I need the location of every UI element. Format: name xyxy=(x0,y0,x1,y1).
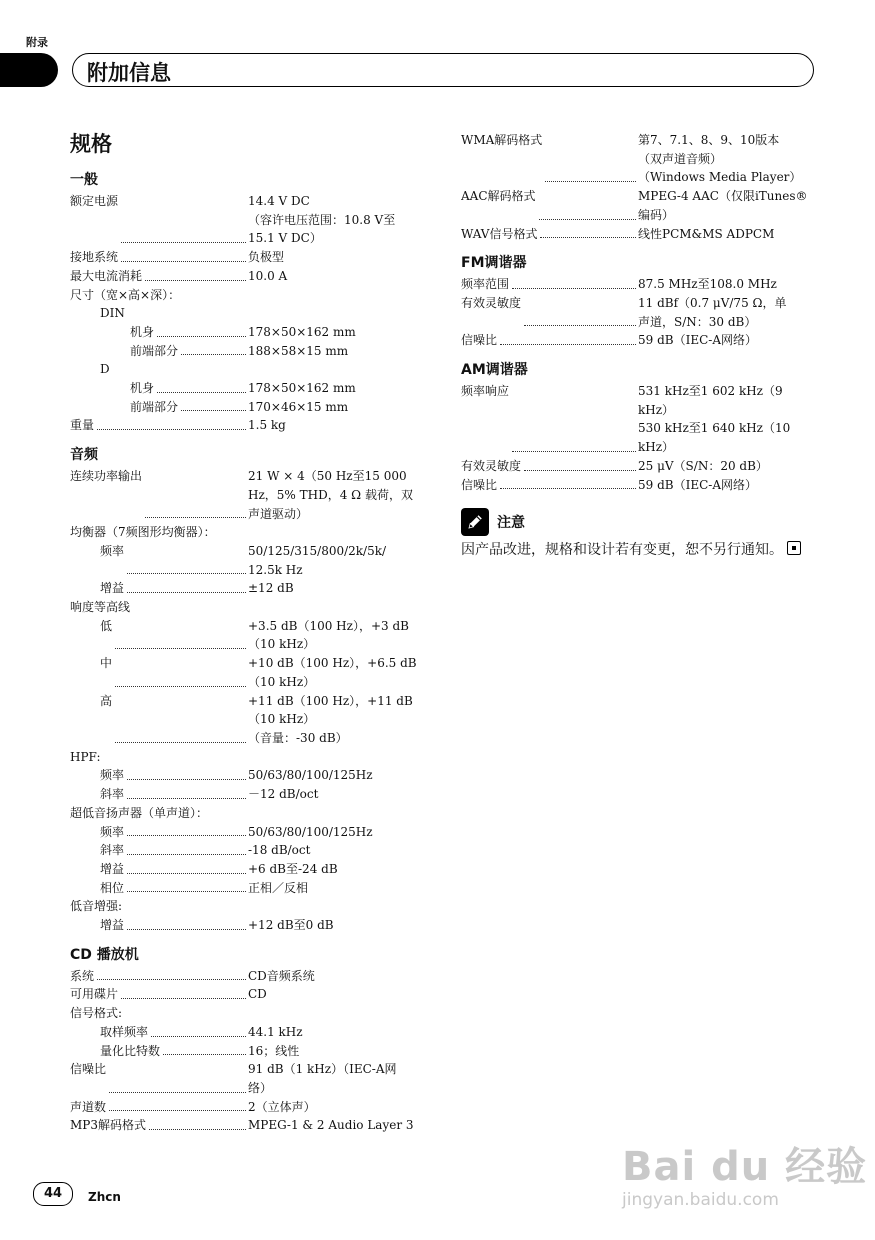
spec-value-line: CD xyxy=(248,987,267,1002)
spec-label-wrap xyxy=(70,192,248,248)
spec-value-line: （双声道音频） xyxy=(638,151,723,166)
spec-group-label: DIN xyxy=(100,306,125,321)
spec-value-line: 44.1 kHz xyxy=(248,1024,303,1039)
spec-value-line: 170×46×15 mm xyxy=(248,399,349,414)
spec-label-wrap xyxy=(70,467,248,523)
spec-value-line: 正相／反相 xyxy=(248,880,309,895)
page-number: 44 xyxy=(33,1182,73,1206)
spec-value xyxy=(248,841,430,860)
leader-dots xyxy=(545,131,636,182)
spec-value xyxy=(248,248,430,267)
spec-value-line: MPEG-4 AAC（仅限iTunes® xyxy=(638,189,808,204)
spec-label: 低 xyxy=(100,618,113,633)
spec-label: 重量 xyxy=(70,418,95,433)
spec-group-label: 响度等高线 xyxy=(70,600,131,615)
spec-row xyxy=(461,457,813,476)
spec-label-wrap xyxy=(70,267,248,286)
leader-dots xyxy=(127,579,246,593)
spec-value xyxy=(638,275,813,294)
spec-value xyxy=(248,654,430,691)
spec-label-wrap xyxy=(70,1060,248,1097)
spec-value-line: 1.5 kg xyxy=(248,418,286,433)
spec-value xyxy=(248,416,430,435)
spec-label: MP3解码格式 xyxy=(70,1118,146,1133)
pencil-icon xyxy=(461,508,489,536)
note-title: 注意 xyxy=(497,515,525,532)
spec-label-wrap xyxy=(100,860,248,879)
spec-value xyxy=(248,379,430,398)
spec-row xyxy=(461,225,813,244)
spec-row xyxy=(70,916,430,935)
leader-dots xyxy=(115,692,246,743)
title-bar xyxy=(72,53,814,87)
leader-dots xyxy=(127,785,246,799)
spec-label: 频率 xyxy=(100,824,125,839)
spec-value xyxy=(248,860,430,879)
spec-label-wrap xyxy=(461,457,638,476)
spec-label-wrap xyxy=(70,248,248,267)
spec-value xyxy=(248,467,430,523)
spec-value-line: 50/125/315/800/2k/5k/ xyxy=(248,543,387,558)
leader-dots xyxy=(163,1042,246,1056)
spec-group-label: 尺寸（宽×高×深）： xyxy=(70,287,181,302)
left-sections xyxy=(70,170,430,1135)
right-column xyxy=(461,131,813,561)
spec-label: 斜率 xyxy=(100,787,125,802)
spec-value-line: 声道驱动） xyxy=(248,506,309,521)
spec-label: 最大电流消耗 xyxy=(70,268,143,283)
spec-group-label: 均衡器（7频图形均衡器）： xyxy=(70,525,216,540)
spec-value xyxy=(248,766,430,785)
spec-label-wrap xyxy=(461,294,638,331)
spec-value xyxy=(248,1042,430,1061)
leader-dots xyxy=(109,1060,246,1092)
spec-value xyxy=(248,192,430,248)
spec-label: 增益 xyxy=(100,861,125,876)
spec-value-line: （容许电压范围：10.8 V至 xyxy=(248,212,396,227)
spec-label: 取样频率 xyxy=(100,1024,149,1039)
spec-label: 连续功率输出 xyxy=(70,469,143,484)
spec-label-wrap xyxy=(130,398,248,417)
spec-value xyxy=(638,457,813,476)
leader-dots xyxy=(121,248,246,262)
spec-row xyxy=(70,785,430,804)
leader-dots xyxy=(121,985,246,999)
spec-group-label: 低音增强: xyxy=(70,899,123,914)
spec-label-wrap xyxy=(100,823,248,842)
spec-value-line: +3.5 dB（100 Hz），+3 dB xyxy=(248,618,409,633)
spec-label-wrap xyxy=(100,916,248,935)
spec-label: 频率 xyxy=(100,768,125,783)
spec-value xyxy=(248,823,430,842)
spec-label: 有效灵敏度 xyxy=(461,295,522,310)
spec-label-wrap xyxy=(461,225,638,244)
spec-value-line: Hz，5% THD，4 Ω 载荷，双 xyxy=(248,487,413,502)
spec-label-wrap xyxy=(100,1023,248,1042)
spec-label: 量化比特数 xyxy=(100,1043,161,1058)
spec-row xyxy=(70,766,430,785)
spec-row xyxy=(461,476,813,495)
spec-value-line: （音量：-30 dB） xyxy=(248,730,348,745)
spec-value xyxy=(248,785,430,804)
leader-dots xyxy=(149,1116,246,1130)
leader-dots xyxy=(151,1023,246,1037)
spec-label-wrap xyxy=(70,1116,248,1135)
spec-value-line: 178×50×162 mm xyxy=(248,324,356,339)
spec-label-wrap xyxy=(100,654,248,691)
spec-value-line: 87.5 MHz至108.0 MHz xyxy=(638,277,777,292)
spec-value-line: 530 kHz至1 640 kHz（10 xyxy=(638,421,791,436)
spec-label-wrap xyxy=(461,331,638,350)
spec-value xyxy=(248,542,430,579)
spec-label: 相位 xyxy=(100,880,125,895)
spec-label: 频率响应 xyxy=(461,384,510,399)
spec-row xyxy=(70,1098,430,1117)
leader-dots xyxy=(127,916,246,930)
leader-dots xyxy=(97,967,246,981)
leader-dots xyxy=(181,398,246,412)
leader-dots xyxy=(157,379,246,393)
spec-row xyxy=(70,841,430,860)
leader-dots xyxy=(512,275,636,289)
spec-label-wrap xyxy=(100,841,248,860)
spec-value-line: 16；线性 xyxy=(248,1043,300,1058)
right-sections xyxy=(461,131,813,494)
spec-value-line: +11 dB（100 Hz），+11 dB xyxy=(248,693,413,708)
spec-row xyxy=(70,1060,430,1097)
watermark-brand: Bai du 经验 xyxy=(622,1144,868,1190)
spec-row xyxy=(70,192,430,248)
leader-dots xyxy=(500,476,636,490)
spec-value xyxy=(638,331,813,350)
spec-value xyxy=(248,267,430,286)
spec-value-line: kHz） xyxy=(638,440,675,455)
spec-value-line: 12.5k Hz xyxy=(248,562,303,577)
spec-value xyxy=(638,187,813,224)
leader-dots xyxy=(512,382,636,452)
spec-label-wrap xyxy=(100,579,248,598)
note-header xyxy=(461,508,813,536)
spec-value xyxy=(248,1023,430,1042)
spec-value-line: －12 dB/oct xyxy=(248,787,319,802)
spec-label-wrap xyxy=(461,275,638,294)
spec-row xyxy=(461,382,813,457)
spec-label-wrap xyxy=(70,1098,248,1117)
spec-label: 机身 xyxy=(130,324,155,339)
end-mark-icon xyxy=(787,541,801,555)
spec-row xyxy=(70,542,430,579)
leader-dots xyxy=(145,467,246,518)
spec-row xyxy=(70,1116,430,1135)
spec-label: 可用碟片 xyxy=(70,987,119,1002)
spec-value-line: 15.1 V DC） xyxy=(248,231,322,246)
spec-value-line: 第7、7.1、8、9、10版本 xyxy=(638,133,780,147)
spec-value xyxy=(248,342,430,361)
spec-label: 系统 xyxy=(70,968,95,983)
page-title: 附加信息 xyxy=(87,61,171,85)
spec-row xyxy=(70,248,430,267)
spec-value xyxy=(248,916,430,935)
spec-label: 高 xyxy=(100,693,113,708)
leader-dots xyxy=(97,416,246,430)
spec-value xyxy=(248,1060,430,1097)
spec-value-line: （10 kHz） xyxy=(248,674,316,689)
spec-group-label: HPF: xyxy=(70,749,101,764)
section-heading: AM调谐器 xyxy=(461,362,528,379)
spec-label-wrap xyxy=(100,692,248,748)
spec-value xyxy=(248,967,430,986)
spec-value-line: +6 dB至-24 dB xyxy=(248,861,338,876)
spec-row xyxy=(70,654,430,691)
spec-label-wrap xyxy=(461,382,638,457)
language-code: Zhcn xyxy=(88,1190,121,1204)
spec-value-line: CD音频系统 xyxy=(248,968,315,983)
leader-dots xyxy=(540,225,636,239)
spec-value-line: 2（立体声） xyxy=(248,1099,316,1114)
spec-label: AAC解码格式 xyxy=(461,189,536,204)
spec-value-line: （10 kHz） xyxy=(248,637,316,652)
spec-value-line: +12 dB至0 dB xyxy=(248,918,334,933)
spec-row xyxy=(70,617,430,654)
spec-value-line: 25 μV（S/N：20 dB） xyxy=(638,458,768,473)
spec-label-wrap xyxy=(100,542,248,579)
spec-row xyxy=(70,860,430,879)
section-label: 附录 xyxy=(26,36,48,49)
spec-row xyxy=(70,267,430,286)
spec-value xyxy=(248,1098,430,1117)
left-column xyxy=(70,130,430,1135)
spec-value-line: 10.0 A xyxy=(248,268,288,283)
leader-dots xyxy=(115,654,246,686)
spec-row xyxy=(461,275,813,294)
leader-dots xyxy=(115,617,246,649)
spec-label: 频率 xyxy=(100,543,125,558)
spec-value-line: 50/63/80/100/125Hz xyxy=(248,824,373,839)
spec-value xyxy=(248,579,430,598)
spec-label-wrap xyxy=(100,1042,248,1061)
leader-dots xyxy=(181,342,246,356)
spec-row xyxy=(461,331,813,350)
spec-row xyxy=(70,1023,430,1042)
spec-label: 增益 xyxy=(100,918,125,933)
spec-label: 前端部分 xyxy=(130,343,179,358)
spec-label-wrap xyxy=(100,879,248,898)
spec-label-wrap xyxy=(100,766,248,785)
spec-value xyxy=(248,692,430,748)
spec-row xyxy=(70,579,430,598)
spec-label-wrap xyxy=(461,476,638,495)
spec-label: 接地系统 xyxy=(70,250,119,265)
leader-dots xyxy=(127,841,246,855)
leader-dots xyxy=(127,766,246,780)
spec-label-wrap xyxy=(70,416,248,435)
leader-dots xyxy=(127,860,246,874)
spec-label: 声道数 xyxy=(70,1099,107,1114)
spec-value-line: 负极型 xyxy=(248,250,285,265)
spec-value xyxy=(638,131,813,187)
spec-value-line: ±12 dB xyxy=(248,581,294,596)
spec-value-line: 50/63/80/100/125Hz xyxy=(248,768,373,783)
spec-label: 额定电源 xyxy=(70,194,119,208)
spec-label: 信噪比 xyxy=(70,1062,107,1077)
spec-label-wrap xyxy=(70,967,248,986)
spec-row xyxy=(70,323,430,342)
section-heading: 一般 xyxy=(70,172,98,188)
spec-value-line: 11 dBf（0.7 μV/75 Ω，单 xyxy=(638,295,787,310)
spec-value-line: kHz） xyxy=(638,402,675,417)
section-heading: 音频 xyxy=(70,447,98,464)
spec-value xyxy=(248,985,430,1004)
spec-value-line: 59 dB（IEC-A网络） xyxy=(638,477,757,492)
spec-value-line: +10 dB（100 Hz），+6.5 dB xyxy=(248,656,417,671)
spec-heading: 规格 xyxy=(70,132,112,156)
leader-dots xyxy=(524,457,636,471)
spec-value-line: 声道，S/N：30 dB） xyxy=(638,314,757,329)
spec-row xyxy=(70,379,430,398)
spec-value-line: 531 kHz至1 602 kHz（9 xyxy=(638,384,783,399)
spec-row xyxy=(70,967,430,986)
leader-dots xyxy=(121,192,246,243)
spec-label: 增益 xyxy=(100,581,125,596)
spec-label: WAV信号格式 xyxy=(461,226,538,241)
spec-label: WMA解码格式 xyxy=(461,133,543,147)
spec-label-wrap xyxy=(130,323,248,342)
leader-dots xyxy=(524,294,636,326)
spec-group-label: D xyxy=(100,362,110,377)
spec-label-wrap xyxy=(130,342,248,361)
spec-value-line: 编码） xyxy=(638,207,675,222)
spec-value-line: 络） xyxy=(248,1080,273,1095)
spec-value-line: 91 dB（1 kHz）（IEC-A网 xyxy=(248,1062,397,1077)
watermark xyxy=(622,1135,867,1210)
spec-value-line: 59 dB（IEC-A网络） xyxy=(638,333,757,348)
spec-row xyxy=(70,823,430,842)
spec-value-line: -18 dB/oct xyxy=(248,843,311,858)
leader-dots xyxy=(127,823,246,837)
spec-label-wrap xyxy=(130,379,248,398)
section-tab xyxy=(0,53,58,87)
spec-group-label: 超低音扬声器（单声道）： xyxy=(70,805,209,820)
spec-value-line: （Windows Media Player） xyxy=(638,170,802,185)
spec-value-line: 线性PCM&MS ADPCM xyxy=(638,226,775,241)
spec-row xyxy=(70,879,430,898)
leader-dots xyxy=(157,323,246,337)
leader-dots xyxy=(500,331,636,345)
spec-value-line: 21 W × 4（50 Hz至15 000 xyxy=(248,469,407,484)
spec-label: 机身 xyxy=(130,381,155,396)
spec-value-line: 14.4 V DC xyxy=(248,194,310,208)
section-heading: CD 播放机 xyxy=(70,946,139,963)
spec-value xyxy=(638,294,813,331)
spec-row xyxy=(70,1042,430,1061)
spec-value-line: 188×58×15 mm xyxy=(248,343,349,358)
spec-row xyxy=(70,342,430,361)
watermark-url: jingyan.baidu.com xyxy=(622,1190,779,1210)
spec-value xyxy=(248,398,430,417)
note-text xyxy=(461,540,811,561)
spec-label-wrap xyxy=(100,785,248,804)
leader-dots xyxy=(539,187,636,219)
spec-row xyxy=(461,187,813,224)
spec-value-line: MPEG-1 & 2 Audio Layer 3 xyxy=(248,1118,414,1133)
spec-value xyxy=(248,879,430,898)
spec-row xyxy=(461,131,813,187)
spec-label-wrap xyxy=(461,187,638,224)
leader-dots xyxy=(109,1098,246,1112)
spec-label: 有效灵敏度 xyxy=(461,458,522,473)
spec-label: 信噪比 xyxy=(461,333,498,348)
section-heading: FM调谐器 xyxy=(461,255,527,272)
leader-dots xyxy=(145,267,246,281)
spec-row xyxy=(70,467,430,523)
spec-row xyxy=(70,398,430,417)
spec-label-wrap xyxy=(100,617,248,654)
spec-label: 斜率 xyxy=(100,843,125,858)
spec-value xyxy=(638,476,813,495)
spec-value xyxy=(638,225,813,244)
spec-value-line: （10 kHz） xyxy=(248,712,316,727)
spec-label: 信噪比 xyxy=(461,477,498,492)
spec-label: 前端部分 xyxy=(130,399,179,414)
leader-dots xyxy=(127,879,246,893)
spec-label-wrap xyxy=(70,985,248,1004)
spec-label-wrap xyxy=(461,131,638,187)
spec-group-label: 信号格式: xyxy=(70,1006,123,1021)
spec-value-line: 178×50×162 mm xyxy=(248,381,356,396)
spec-row xyxy=(70,416,430,435)
spec-row xyxy=(461,294,813,331)
leader-dots xyxy=(127,542,246,574)
spec-label: 频率范围 xyxy=(461,277,510,292)
spec-row xyxy=(70,985,430,1004)
note-body: 因产品改进，规格和设计若有变更，恕不另行通知。 xyxy=(461,542,783,559)
spec-value xyxy=(248,1116,430,1135)
spec-value xyxy=(248,323,430,342)
spec-value xyxy=(638,382,813,457)
spec-label: 中 xyxy=(100,656,113,671)
spec-row xyxy=(70,692,430,748)
spec-value xyxy=(248,617,430,654)
